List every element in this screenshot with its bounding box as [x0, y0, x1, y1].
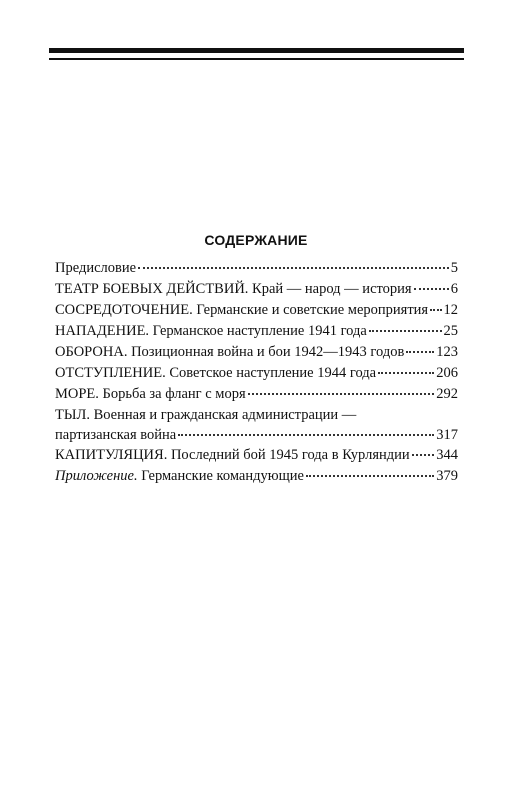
toc-entry-page: 5 — [450, 260, 458, 276]
toc-entry-title: СОСРЕДОТОЧЕНИЕ. Германские и советские мероприятия — [55, 302, 429, 318]
toc-entry[interactable] — [55, 321, 458, 342]
dot-leader — [178, 433, 434, 436]
toc-entry-title: НАПАДЕНИЕ. Германское наступление 1941 года — [55, 323, 367, 339]
toc-entry-page: 6 — [450, 281, 458, 297]
dot-leader — [248, 392, 435, 395]
toc-entry[interactable] — [55, 384, 458, 405]
toc-entry-page: 292 — [436, 386, 458, 402]
toc-entry[interactable] — [55, 258, 458, 279]
dot-leader — [378, 371, 434, 374]
top-rule-thin — [49, 58, 464, 60]
toc-entry-page: 123 — [436, 344, 458, 360]
toc-entry[interactable] — [55, 466, 458, 487]
toc-entry[interactable] — [55, 445, 458, 466]
toc-entry[interactable] — [55, 405, 458, 445]
toc-entry[interactable] — [55, 342, 458, 363]
dot-leader — [369, 329, 442, 332]
toc-entry-page: 317 — [436, 427, 458, 443]
toc-entry-page: 344 — [436, 447, 458, 463]
dot-leader — [306, 474, 434, 477]
toc-entry-title-italic: Приложение. — [55, 468, 138, 484]
dot-leader — [406, 350, 434, 353]
toc-entry[interactable] — [55, 279, 458, 300]
toc-entry-title-rest: Германские командующие — [141, 468, 304, 484]
top-rule-thick — [49, 48, 464, 53]
toc-entry[interactable] — [55, 300, 458, 321]
dot-leader — [138, 266, 449, 269]
dot-leader — [414, 287, 449, 290]
toc-heading: СОДЕРЖАНИЕ — [204, 232, 308, 248]
toc-entry-title: ТЫЛ. Военная и гражданская администрации — — [55, 407, 357, 423]
toc-entry-title: ОБОРОНА. Позиционная война и бои 1942—1943 годов — [55, 344, 405, 360]
toc-entry-title: КАПИТУЛЯЦИЯ. Последний бой 1945 года в Курляндии — [55, 447, 410, 463]
toc-entry-title-continued: партизанская война — [55, 427, 177, 443]
toc-entry-title: Предисловие — [55, 260, 137, 276]
toc-entry-page: 12 — [443, 302, 458, 318]
toc-entry-title: ТЕАТР БОЕВЫХ ДЕЙСТВИЙ. Край — народ — история — [55, 281, 412, 297]
toc-entry-title: ОТСТУПЛЕНИЕ. Советское наступление 1944 года — [55, 365, 377, 381]
dot-leader — [412, 453, 435, 456]
toc-entry-page: 206 — [436, 365, 458, 381]
table-of-contents — [55, 258, 458, 487]
toc-entry-title — [138, 466, 304, 486]
toc-entry-title: МОРЕ. Борьба за фланг с моря — [55, 386, 246, 402]
toc-entry-page: 25 — [443, 323, 458, 339]
dot-leader — [430, 308, 441, 311]
toc-entry-page: 379 — [436, 468, 458, 484]
toc-entry[interactable] — [55, 363, 458, 384]
